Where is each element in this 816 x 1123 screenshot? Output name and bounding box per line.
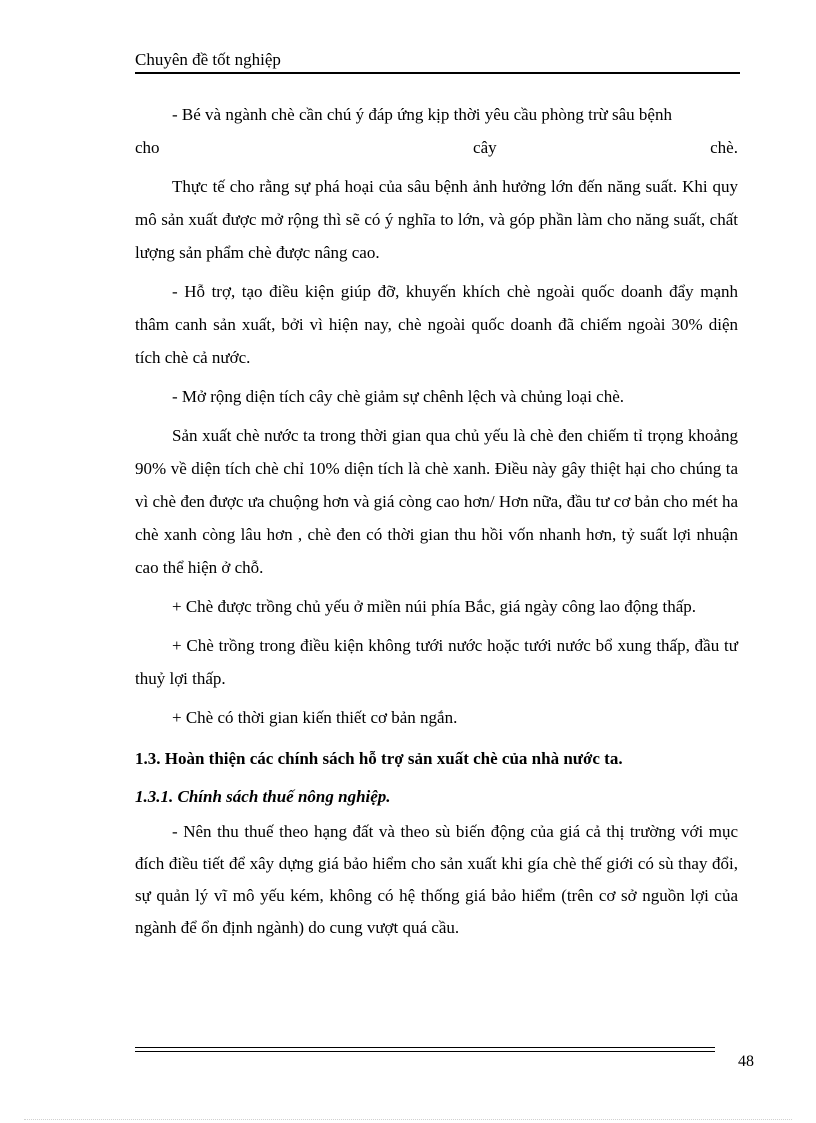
document-body xyxy=(135,98,738,944)
paragraph-5: Sản xuất chè nước ta trong thời gian qua chủ yếu là chè đen chiếm tỉ trọng khoảng 90% về diện tích chè chỉ 10% diện tích là chè xanh. Điều này gây thiệt hại cho chúng ta vì chè đen được ưa chuộng hơn và giá còng cao hơn/ Hơn nữa, đầu tư cơ bản cho mét ha chè xanh còng lâu hơn , chè đen có thời gian thu hồi vốn nhanh hơn, tỷ suất lợi nhuận cao thể hiện ở chỗ. xyxy=(135,426,738,577)
paragraph-2: Thực tế cho rằng sự phá hoại của sâu bệnh ảnh hưởng lớn đến năng suất. Khi quy mô sản xuất được mở rộng thì sẽ có ý nghĩa to lớn, và góp phần làm cho năng suất, chất lượng sản phẩm chè được nâng cao. xyxy=(135,177,738,262)
page-header xyxy=(135,50,740,74)
paragraph-6: + Chè được trồng chủ yếu ở miền núi phía Bắc, giá ngày công lao động thấp. xyxy=(172,597,696,616)
footer-rule xyxy=(135,1047,715,1052)
word-cho: cho xyxy=(135,138,160,157)
paragraph-1 xyxy=(135,98,738,131)
paragraph-3: - Hỗ trợ, tạo điều kiện giúp đỡ, khuyến khích chè ngoài quốc doanh đẩy mạnh thâm canh sản xuất, bởi vì hiện nay, chè ngoài quốc doanh đã chiếm ngoài 30% diện tích chè cả nước. xyxy=(135,282,738,367)
header-title: Chuyên đề tốt nghiệp xyxy=(135,50,281,69)
section-paragraph: - Nên thu thuế theo hạng đất và theo sù biến động của giá cả thị trường với mục đích điều tiết để xây dựng giá bảo hiểm cho sản xuất khi gía chè thế giới có sù thay đổi, sự quản lý vĩ mô yếu kém, không có hệ thống giá bảo hiểm (trên cơ sở nguồn lợi của ngành để ổn định ngành) do cung vượt quá cầu. xyxy=(135,822,738,937)
section-heading: 1.3. Hoàn thiện các chính sách hỗ trợ sản xuất chè của nhà nước ta. xyxy=(135,749,623,768)
paragraph-4: - Mở rộng diện tích cây chè giảm sự chênh lệch và chủng loại chè. xyxy=(172,387,625,406)
word-cay: cây xyxy=(473,138,497,157)
paragraph-7: + Chè trồng trong điều kiện không tưới nước hoặc tưới nước bổ xung thấp, đầu tư thuỷ lợi thấp. xyxy=(135,636,738,688)
section-subheading: 1.3.1. Chính sách thuế nông nghiệp. xyxy=(135,787,391,806)
paragraph-1-last-line xyxy=(135,131,738,164)
paragraph-8: + Chè có thời gian kiến thiết cơ bản ngắn. xyxy=(172,708,458,727)
page-number: 48 xyxy=(738,1053,754,1070)
page-edge-divider xyxy=(24,1119,792,1120)
word-che: chè. xyxy=(710,138,738,157)
paragraph-1-text: - Bé và ngành chè cần chú ý đáp ứng kịp thời yêu cầu phòng trừ sâu bệnh xyxy=(172,105,672,124)
